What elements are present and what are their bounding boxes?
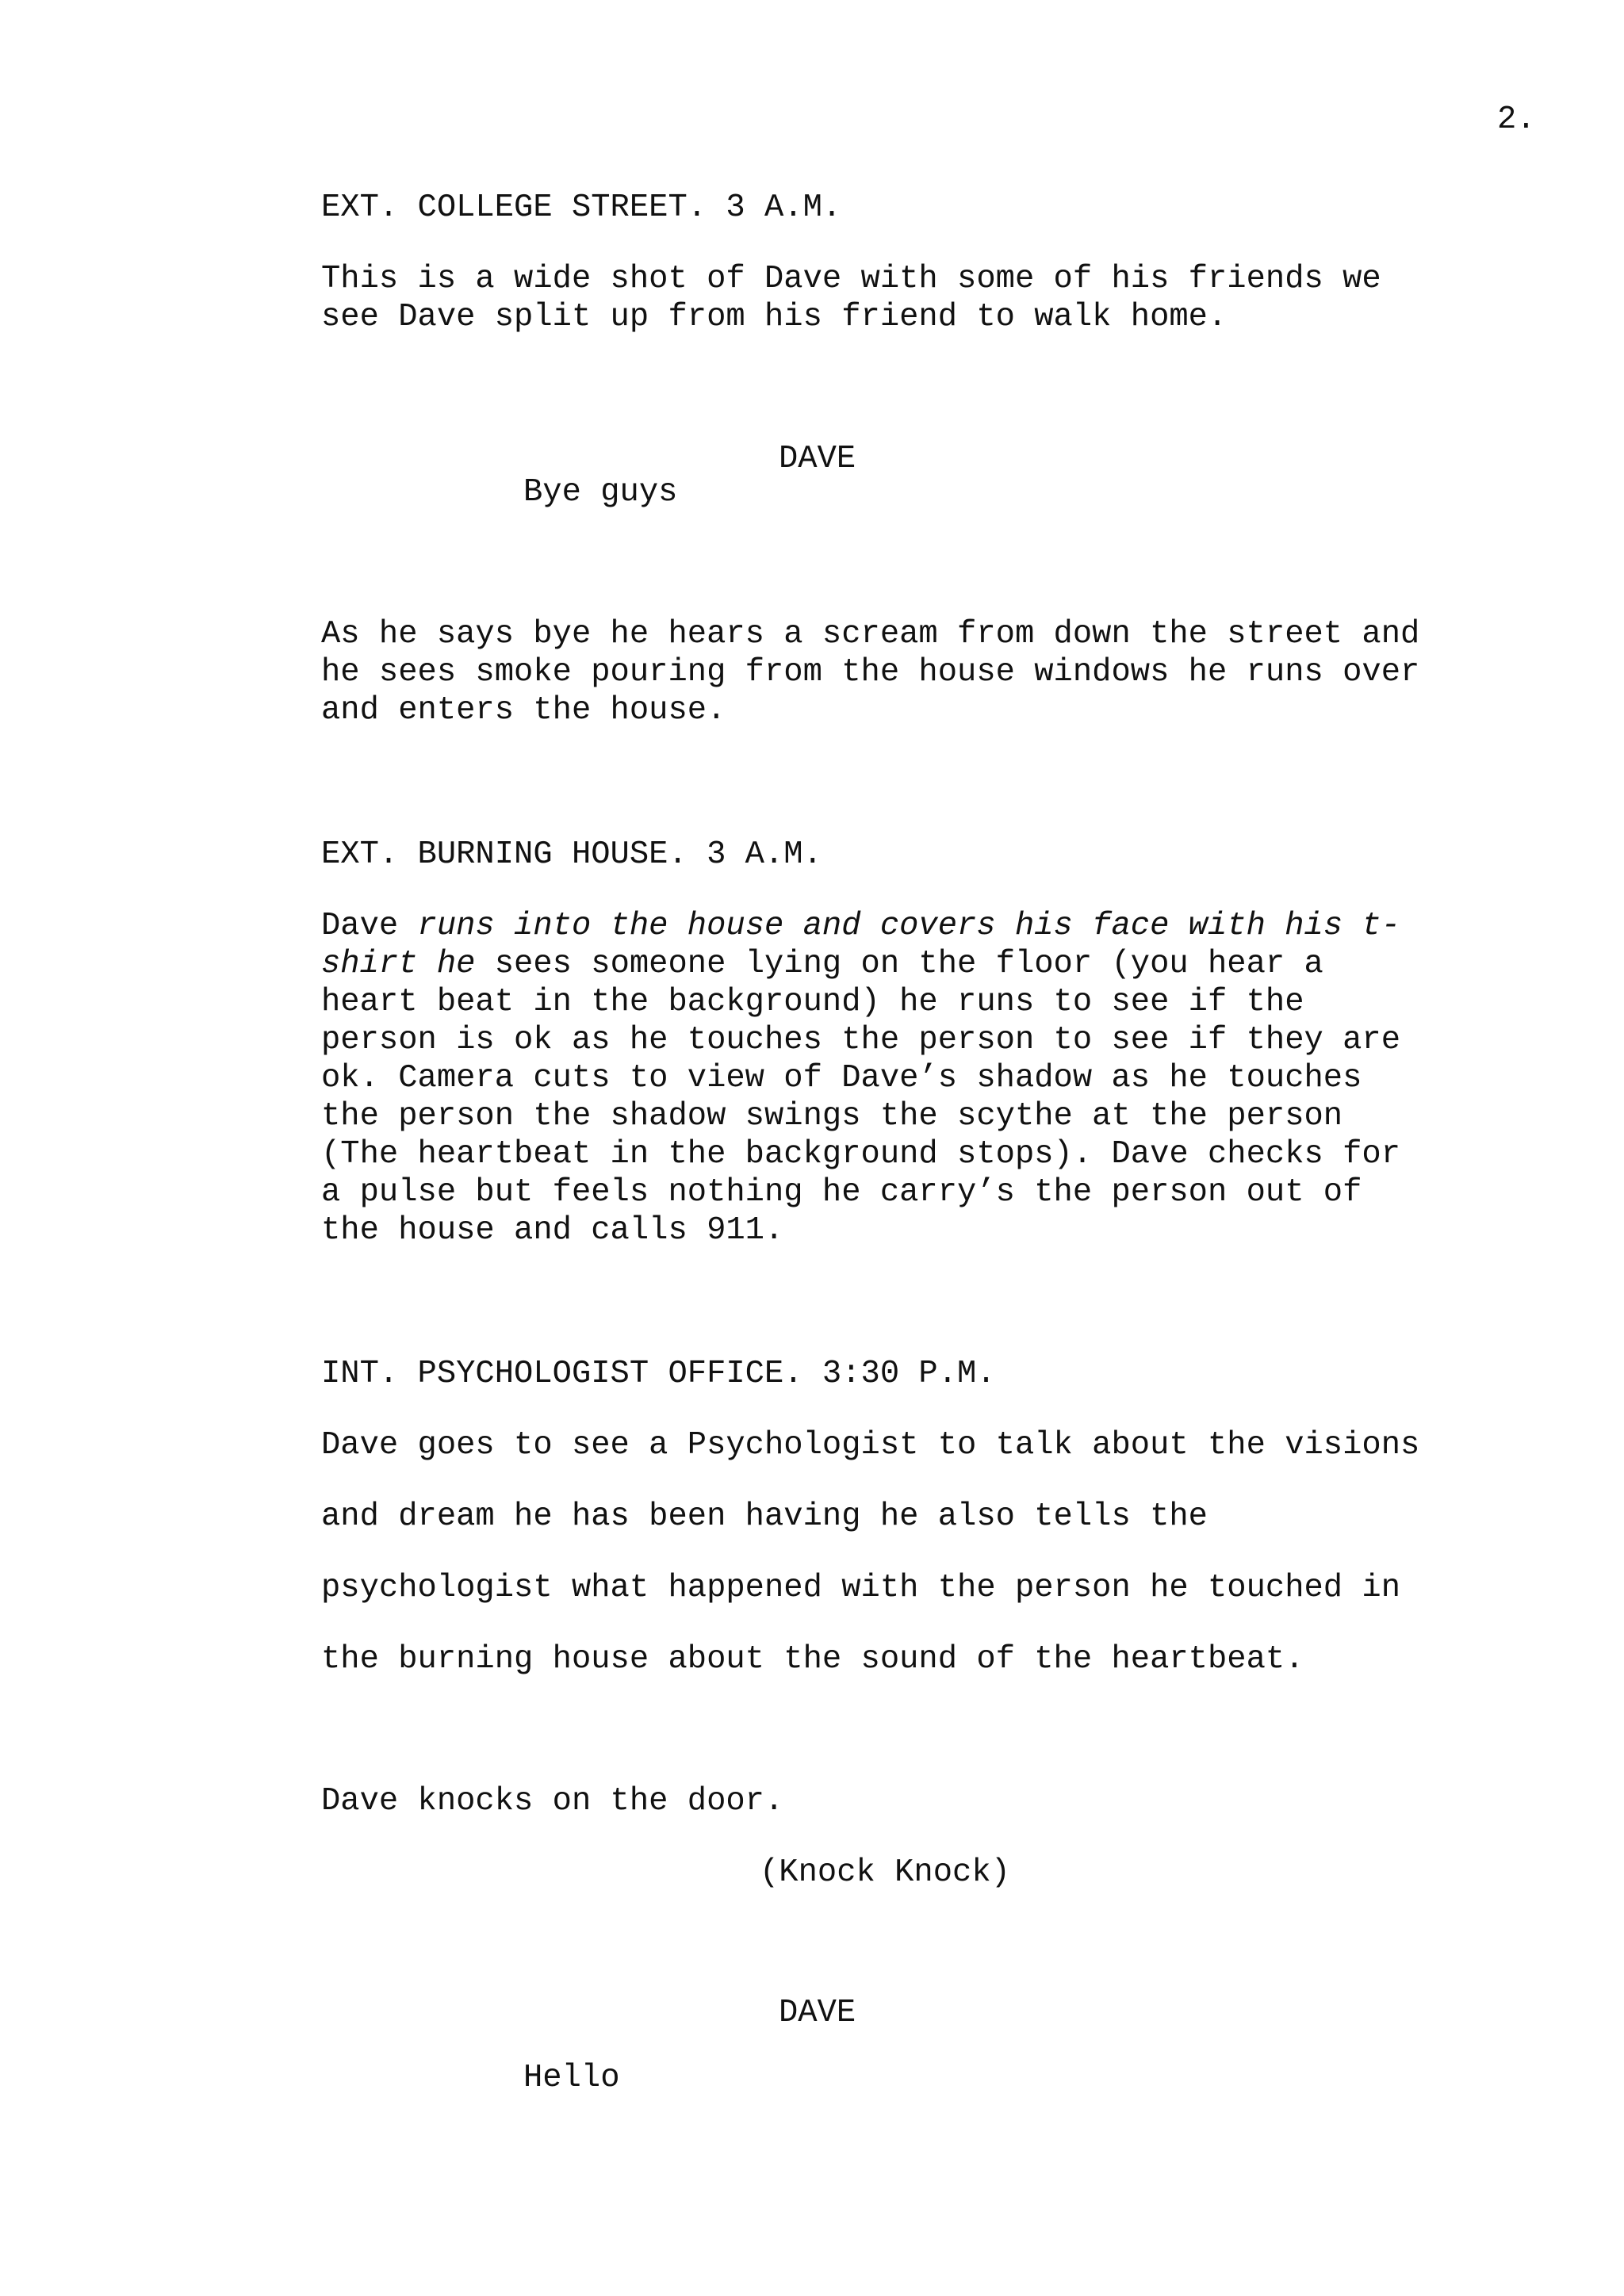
- action-line: Dave knocks on the door.: [321, 1783, 784, 1820]
- page-number: 2.: [1497, 101, 1536, 138]
- action-line: [321, 907, 1400, 945]
- action-line: As he says bye he hears a scream from down the street and: [321, 616, 1420, 652]
- action-text-plain: sees someone lying on the floor (you hear a: [475, 946, 1323, 982]
- action-line: psychologist what happened with the person he touched in: [321, 1570, 1401, 1606]
- scene-heading: EXT. BURNING HOUSE. 3 A.M.: [321, 836, 822, 873]
- action-line: Dave goes to see a Psychologist to talk about the visions: [321, 1427, 1420, 1464]
- dialogue-line: Bye guys: [523, 474, 678, 511]
- action-text-italic: runs into the house and covers his face with his t-: [417, 908, 1401, 944]
- action-line: the person the shadow swings the scythe at the person: [321, 1098, 1343, 1135]
- action-line: (The heartbeat in the background stops). Dave checks for: [321, 1136, 1401, 1173]
- action-line: [321, 945, 1323, 983]
- action-line: the burning house about the sound of the heartbeat.: [321, 1641, 1304, 1678]
- dialogue-line: Hello: [523, 2060, 620, 2096]
- action-line: ok. Camera cuts to view of Dave’s shadow as he touches: [321, 1060, 1362, 1096]
- action-text-italic: shirt he: [321, 946, 476, 982]
- scene-heading: INT. PSYCHOLOGIST OFFICE. 3:30 P.M.: [321, 1356, 996, 1392]
- action-line: see Dave split up from his friend to walk home.: [321, 299, 1228, 335]
- action-text-plain: Dave: [321, 908, 418, 944]
- character-name: DAVE: [779, 1995, 856, 2031]
- action-line: the house and calls 911.: [321, 1212, 784, 1249]
- scene-heading: EXT. COLLEGE STREET. 3 A.M.: [321, 189, 842, 226]
- action-line: he sees smoke pouring from the house windows he runs over: [321, 654, 1420, 691]
- action-line: a pulse but feels nothing he carry’s the person out of: [321, 1174, 1362, 1211]
- action-line: This is a wide shot of Dave with some of his friends we: [321, 261, 1381, 297]
- parenthetical: (Knock Knock): [760, 1854, 1010, 1891]
- action-line: and enters the house.: [321, 692, 726, 729]
- character-name: DAVE: [779, 441, 856, 477]
- action-line: heart beat in the background) he runs to see if the: [321, 984, 1304, 1020]
- action-line: and dream he has been having he also tells the: [321, 1498, 1208, 1535]
- action-line: person is ok as he touches the person to see if they are: [321, 1022, 1401, 1058]
